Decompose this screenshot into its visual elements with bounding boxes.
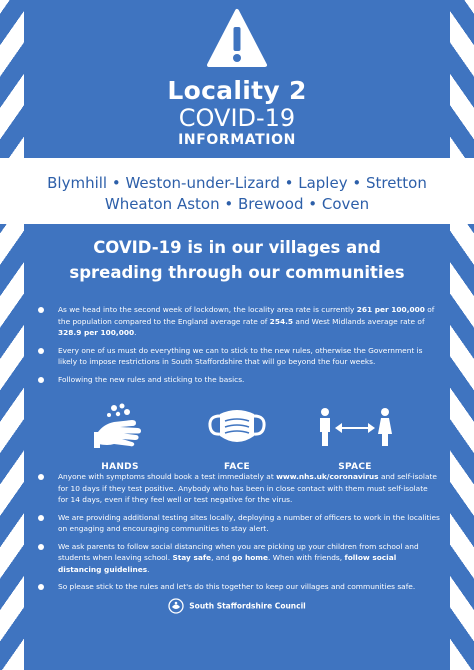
hands-face-space-icons xyxy=(24,402,450,477)
list-item: As we head into the second week of lockdown, the locality area rate is currently 261 per 100,000 of the population compared to the England average rate of 254.5 and West Midlands average rate of 328.9 per 100,000. xyxy=(38,304,440,339)
headline-line-1: COVID-19 is in our villages and xyxy=(93,238,381,257)
poster-header xyxy=(24,0,450,158)
face-column xyxy=(177,402,297,472)
headline xyxy=(24,235,450,285)
face-mask-icon xyxy=(206,402,268,454)
hazard-stripe-right xyxy=(450,0,474,670)
hands-label: HANDS xyxy=(101,462,139,472)
hands-column xyxy=(60,402,180,472)
face-label: FACE xyxy=(223,462,251,472)
bullet-list-top xyxy=(38,304,440,391)
handwash-icon xyxy=(94,402,146,454)
council-name: South Staffordshire Council xyxy=(189,601,306,611)
places-line-1: Blymhill • Weston-under-Lizard • Lapley • Stretton xyxy=(47,174,427,192)
council-crest-icon xyxy=(168,598,184,614)
places-banner xyxy=(0,158,474,224)
footer xyxy=(24,598,450,614)
list-item: We ask parents to follow social distancing when you are picking up your children from school and students when leaving school. Stay safe, and go home. When with friends, follow social distancing guidelines. xyxy=(38,541,440,576)
covid-subtitle: COVID-19 xyxy=(178,104,296,132)
space-label: SPACE xyxy=(338,462,372,472)
list-item: Following the new rules and sticking to the basics. xyxy=(38,374,440,386)
nhs-link: www.nhs.uk/coronavirus xyxy=(276,472,379,481)
poster-body xyxy=(24,224,450,670)
headline-line-2: spreading through our communities xyxy=(69,263,405,282)
list-item: Every one of us must do everything we can to stick to the new rules, otherwise the Government is likely to impose restrictions in South Staffordshire that will go beyond the four weeks. xyxy=(38,345,440,368)
list-item: Anyone with symptoms should book a test immediately at www.nhs.uk/coronavirus and self-isolate for 10 days if they test positive. Anybody who has been in close contact with them must self-isolate for 14 days, even if they feel well or test negative for the virus. xyxy=(38,471,440,506)
places-line-2: Wheaton Aston • Brewood • Coven xyxy=(104,195,370,213)
hazard-stripe-left xyxy=(0,0,24,670)
bullet-list-bottom xyxy=(38,471,440,599)
list-item: So please stick to the rules and let's do this together to keep our villages and communities safe. xyxy=(38,581,440,593)
warning-icon xyxy=(206,8,268,70)
locality-title: Locality 2 xyxy=(167,76,307,105)
list-item: We are providing additional testing sites locally, deploying a number of officers to work in the localities on engaging and encouraging communities to stay alert. xyxy=(38,512,440,535)
social-distance-icon xyxy=(315,402,395,454)
information-label: INFORMATION xyxy=(178,132,296,148)
space-column xyxy=(295,402,415,472)
